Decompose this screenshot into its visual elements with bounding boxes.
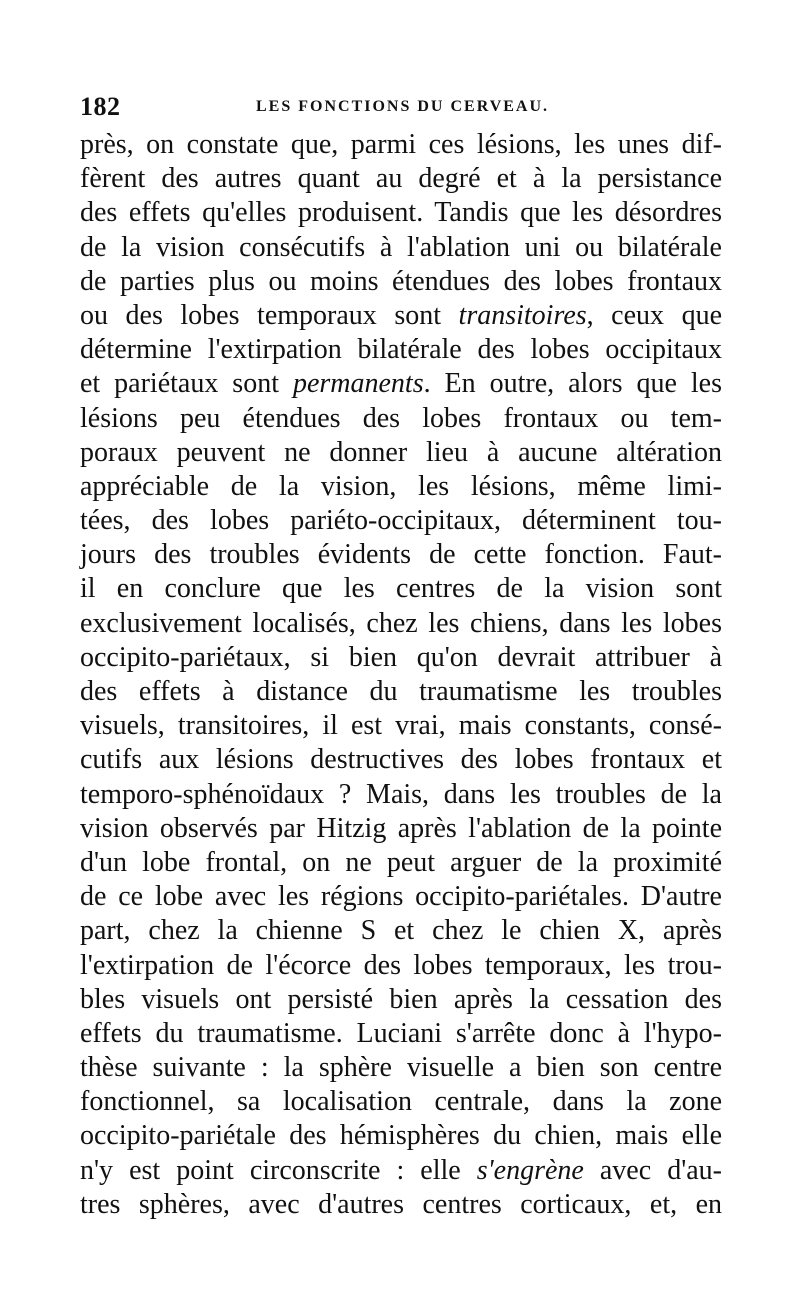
italic-term: s'engrène	[476, 1154, 584, 1186]
text-line: fèrent des autres quant au degré et à la persistance	[80, 163, 722, 195]
text-line: des effets qu'elles produisent. Tandis que les désordres	[80, 197, 722, 229]
italic-term: permanents	[292, 368, 424, 400]
text-line: appréciable de la vision, les lésions, même limi-	[80, 470, 722, 502]
text-line: lésions peu étendues des lobes frontaux ou tem-	[80, 402, 722, 434]
text-line: thèse suivante : la sphère visuelle a bien son centre	[80, 1052, 722, 1084]
text-line: occipito-pariétale des hémisphères du chien, mais elle	[80, 1120, 722, 1152]
text-line: cutifs aux lésions destructives des lobes frontaux et	[80, 744, 722, 776]
page-number: 182	[80, 92, 121, 121]
text-line: poraux peuvent ne donner lieu à aucune altération	[80, 436, 722, 468]
text-line: n'y est point circonscrite : elle s'engrène avec d'au-	[80, 1154, 722, 1186]
text-line: fonctionnel, sa localisation centrale, dans la zone	[80, 1086, 722, 1118]
text-line: visuels, transitoires, il est vrai, mais constants, consé-	[80, 710, 722, 742]
body-text	[80, 128, 722, 1222]
text-line: vision observés par Hitzig après l'ablation de la pointe	[80, 812, 722, 844]
text-line: de parties plus ou moins étendues des lobes frontaux	[80, 265, 722, 297]
text-line: et pariétaux sont permanents. En outre, alors que les	[80, 368, 722, 400]
text-line: bles visuels ont persisté bien après la cessation des	[80, 983, 722, 1015]
text-line: détermine l'extirpation bilatérale des lobes occipitaux	[80, 334, 722, 366]
text-line: des effets à distance du traumatisme les troubles	[80, 676, 722, 707]
text-line: d'un lobe frontal, on ne peut arguer de la proximité	[80, 846, 722, 878]
text-line: près, on constate que, parmi ces lésions, les unes dif-	[80, 129, 722, 160]
text-line: ou des lobes temporaux sont transitoires, ceux que	[80, 299, 722, 331]
text-line: de la vision consécutifs à l'ablation uni ou bilatérale	[80, 231, 722, 263]
text-line: exclusivement localisés, chez les chiens, dans les lobes	[80, 607, 722, 639]
text-line: effets du traumatisme. Luciani s'arrête donc à l'hypo-	[80, 1017, 722, 1049]
text-line: temporo-sphénoïdaux ? Mais, dans les troubles de la	[80, 778, 722, 810]
text-line: tées, des lobes pariéto-occipitaux, déterminent tou-	[80, 505, 722, 537]
text-line: tres sphères, avec d'autres centres corticaux, et, en	[80, 1188, 722, 1220]
text-line: de ce lobe avec les régions occipito-pariétales. D'autre	[80, 881, 722, 913]
running-head	[80, 92, 730, 126]
text-line: jours des troubles évidents de cette fonction. Faut-	[80, 539, 722, 571]
text-line: occipito-pariétaux, si bien qu'on devrait attribuer à	[80, 641, 722, 673]
text-line: il en conclure que les centres de la vision sont	[80, 573, 722, 605]
running-title: LES FONCTIONS DU CERVEAU.	[256, 98, 550, 115]
text-line: part, chez la chienne S et chez le chien X, après	[80, 915, 722, 947]
italic-term: transitoires	[458, 299, 587, 331]
text-line: l'extirpation de l'écorce des lobes temporaux, les trou-	[80, 949, 722, 981]
